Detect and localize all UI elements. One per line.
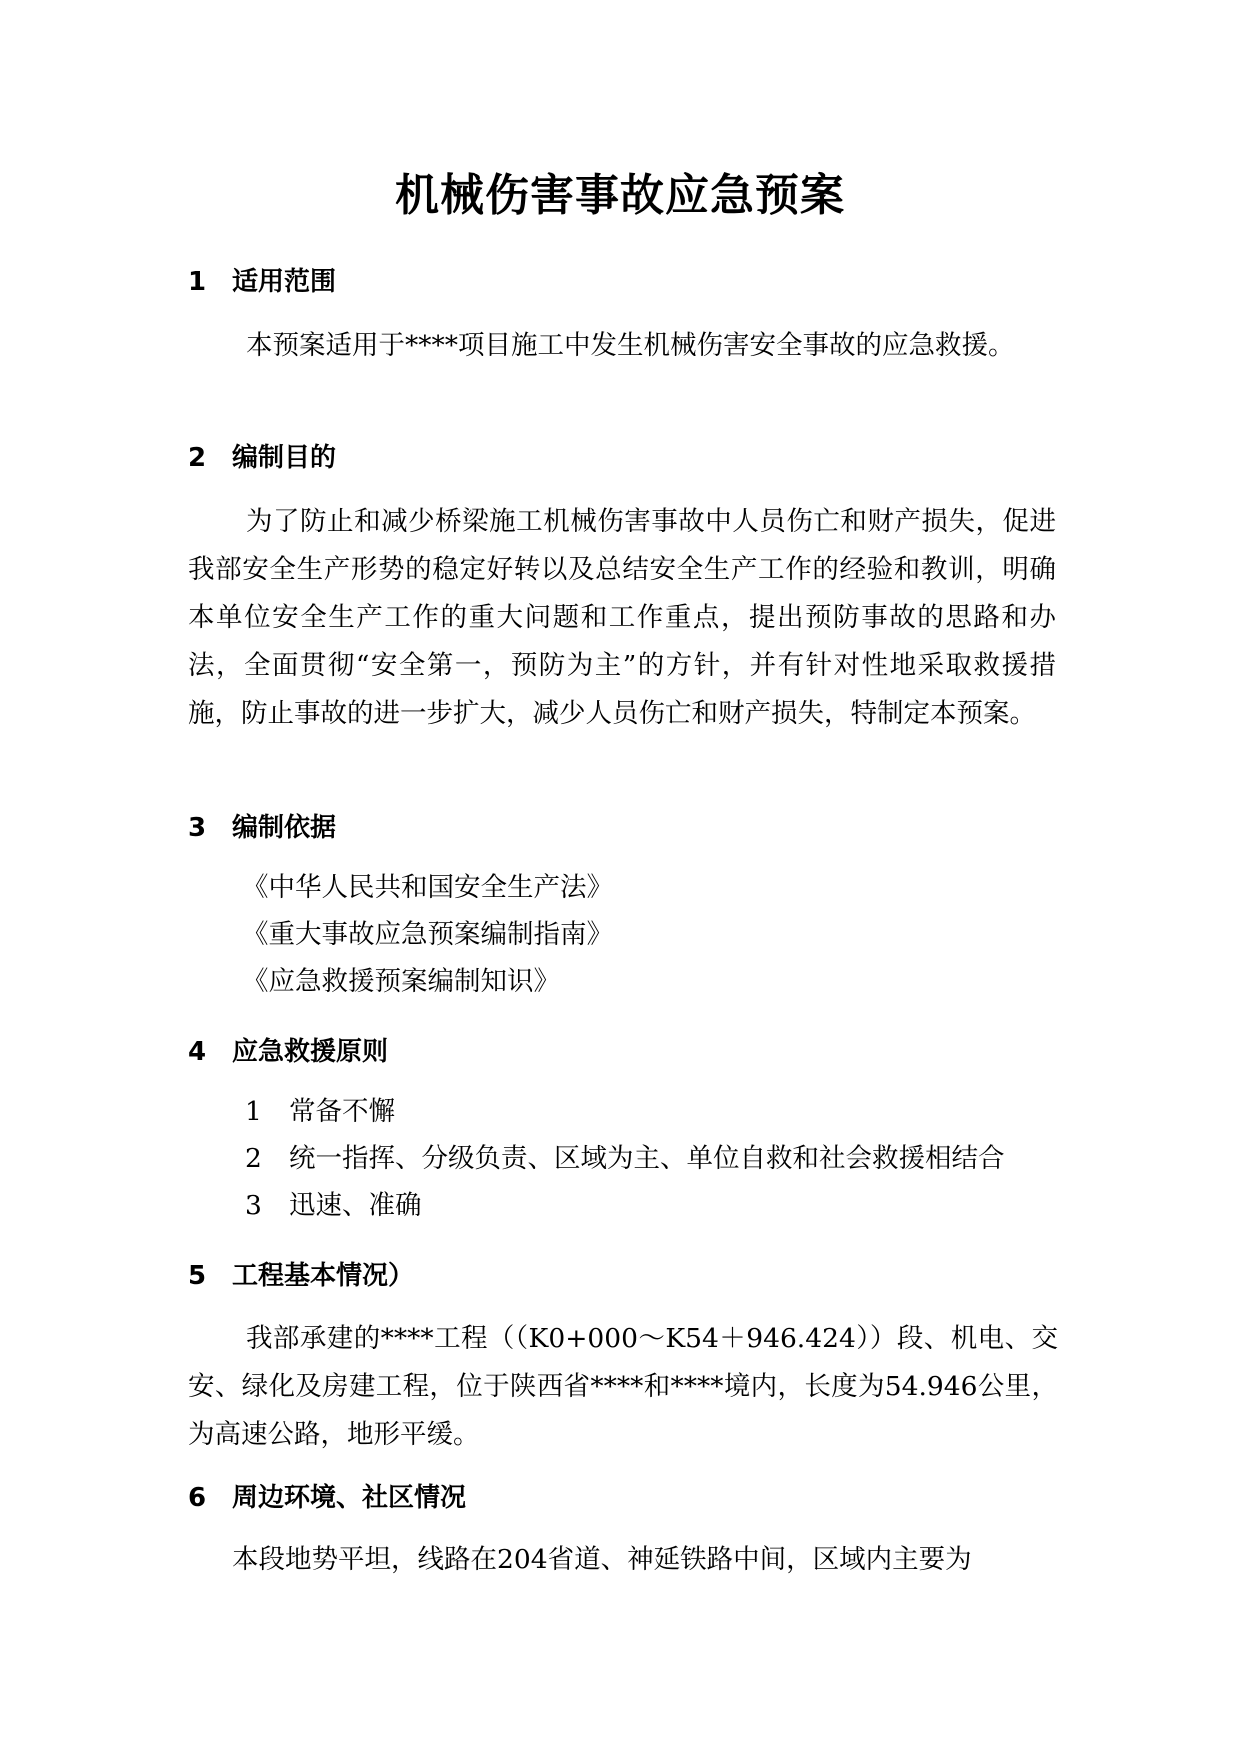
section-title: 周边环境、社区情况 [232,1483,467,1513]
section-number: 1 [188,267,207,297]
section-heading-2 [188,438,336,478]
section-paragraph-2: 为了防止和减少桥梁施工机械伤害事故中人员伤亡和财产损失，促进我部安全生产形势的稳定好转以及总结安全生产工作的经验和教训，明确本单位安全生产工作的重大问题和工作重点，提出预防事故的思路和办法，全面贯彻“安全第一，预防为主”的方针，并有针对性地采取救援措施，防止事故的进一步扩大，减少人员伤亡和财产损失，特制定本预案。 [188,506,1056,729]
section-number: 5 [188,1261,207,1291]
principle-number: 1 [245,1096,262,1127]
section-heading-3 [188,808,336,848]
section-title: 编制目的 [232,443,337,473]
section-title: 工程基本情况） [232,1261,415,1291]
principle-item [245,1092,395,1132]
section-title: 应急救援原则 [232,1037,389,1067]
principle-text: 迅速、准确 [289,1190,422,1221]
section-paragraph-5: 我部承建的****工程（（K0+000～K54＋946.424））段、机电、交安、绿化及房建工程，位于陕西省****和****境内，长度为54.946公里，为高速公路，地形平缓。 [188,1323,1058,1450]
principle-number: 3 [245,1190,262,1221]
section-number: 2 [188,443,207,473]
section-heading-5 [188,1256,414,1296]
principle-item [245,1139,1005,1179]
principle-text: 常备不懈 [289,1096,395,1127]
reference-item: 《应急救援预案编制知识》 [242,966,560,997]
section-heading-1 [188,262,336,302]
reference-item: 《中华人民共和国安全生产法》 [242,872,613,903]
reference-item: 《重大事故应急预案编制指南》 [242,919,613,950]
section-paragraph-6: 本段地势平坦，线路在204省道、神延铁路中间，区域内主要为 [232,1544,972,1575]
section-title: 适用范围 [232,267,337,297]
section-paragraph-1: 本预案适用于****项目施工中发生机械伤害安全事故的应急救援。 [246,330,1015,361]
principle-item [245,1186,422,1226]
section-number: 6 [188,1483,207,1513]
section-heading-4 [188,1032,388,1072]
principle-number: 2 [245,1143,262,1174]
section-number: 3 [188,813,207,843]
document-title: 机械伤害事故应急预案 [395,170,845,221]
section-title: 编制依据 [232,813,337,843]
section-number: 4 [188,1037,207,1067]
section-heading-6 [188,1478,466,1518]
principle-text: 统一指挥、分级负责、区域为主、单位自救和社会救援相结合 [289,1143,1005,1174]
